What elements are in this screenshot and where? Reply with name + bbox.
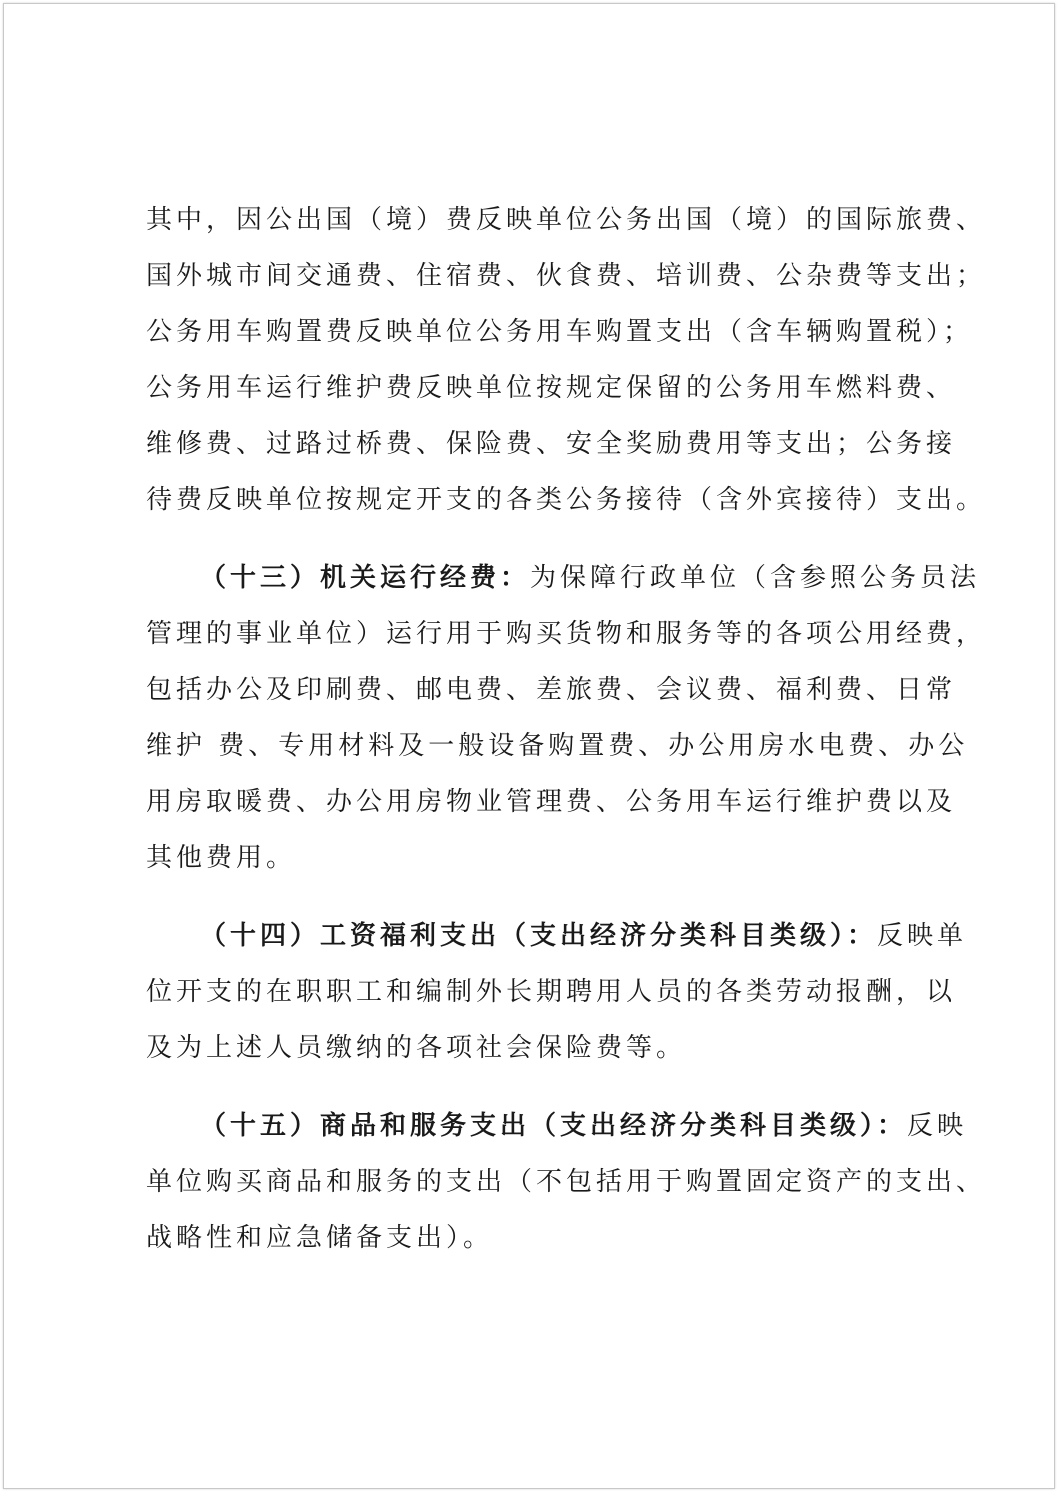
- text-line: 国外城市间交通费、住宿费、伙食费、培训费、公杂费等支出；: [146, 261, 987, 291]
- text-line: 用房取暖费、办公用房物业管理费、公务用车运行维护费以及: [146, 787, 957, 817]
- section-heading-15: （十五）商品和服务支出（支出经济分类科目类级）：: [200, 1111, 908, 1141]
- paragraph-4: [146, 1098, 987, 1266]
- text-line-first: [146, 1098, 966, 1154]
- paragraph-gap: [146, 886, 966, 908]
- paragraph-3: [146, 908, 966, 1076]
- text-line: 其中，因公出国（境）费反映单位公务出国（境）的国际旅费、: [146, 205, 987, 235]
- text-line: 维护 费、专用材料及一般设备购置费、办公用房水电费、办公: [146, 731, 969, 761]
- section-heading-14: （十四）工资福利支出（支出经济分类科目类级）：: [200, 921, 878, 951]
- text-run: 反映: [907, 1111, 968, 1141]
- text-line: 公务用车购置费反映单位公务用车购置支出（含车辆购置税）；: [146, 317, 974, 347]
- text-run: 反映单: [877, 921, 968, 951]
- text-line: 管理的事业单位）运行用于购买货物和服务等的各项公用经费，: [146, 619, 987, 649]
- text-line: 包括办公及印刷费、邮电费、差旅费、会议费、福利费、日常: [146, 675, 957, 705]
- paragraph-gap: [146, 1076, 966, 1098]
- text-line: 公务用车运行维护费反映单位按规定保留的公务用车燃料费、: [146, 373, 957, 403]
- text-line: 其他费用。: [146, 843, 297, 873]
- text-line: 及为上述人员缴纳的各项社会保险费等。: [146, 1033, 687, 1063]
- text-line: 战略性和应急储备支出）。: [146, 1223, 494, 1253]
- text-line: 待费反映单位按规定开支的各类公务接待（含外宾接待）支出。: [146, 485, 987, 515]
- section-heading-13: （十三）机关运行经费：: [200, 563, 531, 593]
- paragraph-gap: [146, 528, 966, 550]
- paragraph-2: [146, 550, 987, 886]
- document-body: [146, 192, 987, 1266]
- text-line: 维修费、过路过桥费、保险费、安全奖励费用等支出；公务接: [146, 429, 957, 459]
- text-line: 单位购买商品和服务的支出（不包括用于购置固定资产的支出、: [146, 1167, 987, 1197]
- document-page: [3, 3, 1055, 1489]
- text-line: 位开支的在职职工和编制外长期聘用人员的各类劳动报酬，以: [146, 977, 957, 1007]
- text-run: 为保障行政单位（含参照公务员法: [530, 563, 981, 593]
- paragraph-1: [146, 192, 987, 528]
- text-line-first: [146, 908, 966, 964]
- text-line-first: [146, 550, 981, 606]
